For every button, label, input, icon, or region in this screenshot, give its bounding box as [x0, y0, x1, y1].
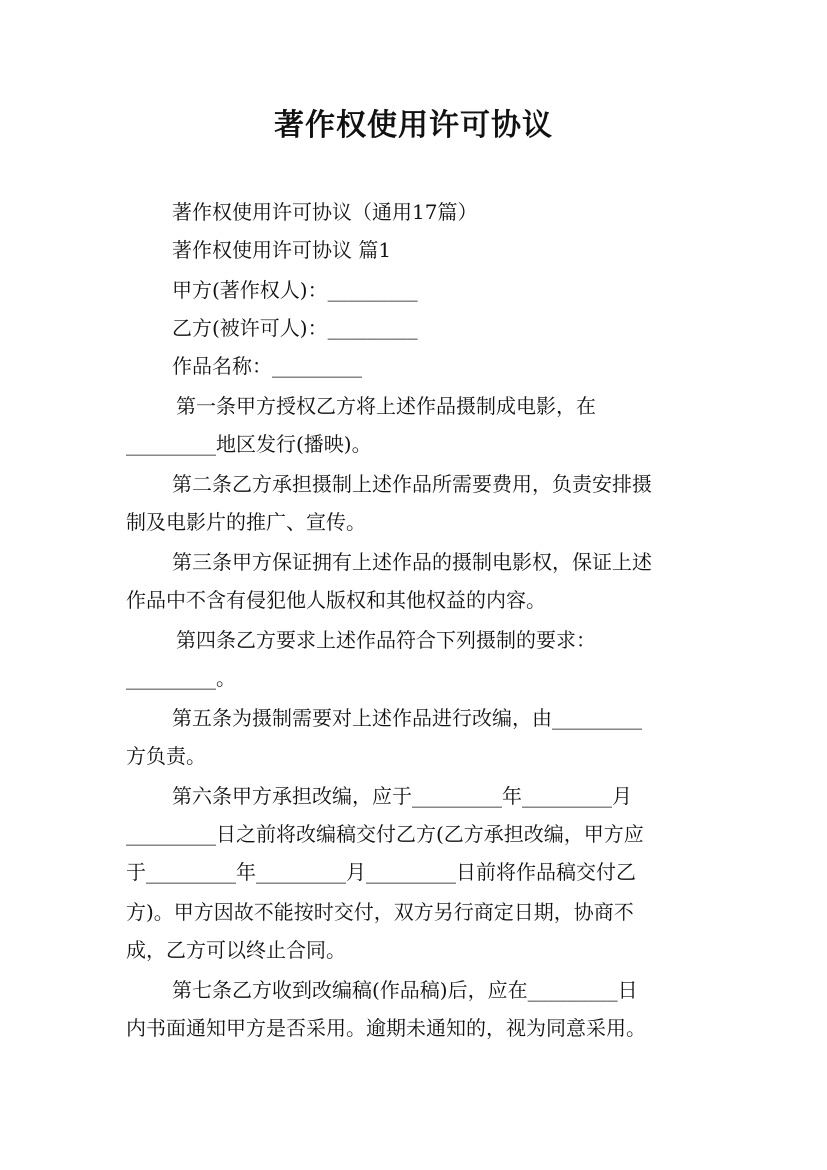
article-6-cont: 方)。甲方因故不能按时交付，双方另行商定日期，协商不: [126, 900, 634, 924]
article-5-cont: 方负责。: [126, 744, 206, 768]
article-3: 第三条甲方保证拥有上述作品的摄制电影权，保证上述: [172, 550, 652, 574]
article-7: 第七条乙方收到改编稿(作品稿)后，应在_________日: [172, 978, 638, 1002]
text-line: 甲方(著作权人)：_________: [172, 278, 418, 302]
article-6-cont: 于_________年_________月_________日前将作品稿交付乙: [126, 860, 636, 884]
text-line: 乙方(被许可人)：_________: [172, 316, 418, 340]
article-4: 第四条乙方要求上述作品符合下列摄制的要求：: [176, 628, 596, 652]
article-5: 第五条为摄制需要对上述作品进行改编，由_________: [172, 706, 642, 730]
article-3-cont: 作品中不含有侵犯他人版权和其他权益的内容。: [126, 588, 546, 612]
article-2: 第二条乙方承担摄制上述作品所需要费用，负责安排摄: [172, 472, 652, 496]
document-title: 著作权使用许可协议: [274, 108, 553, 143]
article-1-cont: _________地区发行(播映)。: [126, 432, 372, 456]
article-1: 第一条甲方授权乙方将上述作品摄制成电影，在: [176, 394, 596, 418]
article-4-cont: _________。: [126, 666, 236, 690]
text-line: 著作权使用许可协议 篇1: [172, 238, 392, 262]
article-6-cont: 成，乙方可以终止合同。: [126, 938, 346, 962]
text-line: 作品名称：_________: [172, 354, 362, 378]
article-2-cont: 制及电影片的推广、宣传。: [126, 510, 366, 534]
article-6-cont: _________日之前将改编稿交付乙方(乙方承担改编，甲方应: [126, 822, 644, 846]
article-6: 第六条甲方承担改编，应于_________年_________月: [172, 784, 632, 808]
article-7-cont: 内书面通知甲方是否采用。逾期未通知的，视为同意采用。: [126, 1016, 646, 1040]
text-line: 著作权使用许可协议（通用17篇）: [172, 200, 478, 224]
